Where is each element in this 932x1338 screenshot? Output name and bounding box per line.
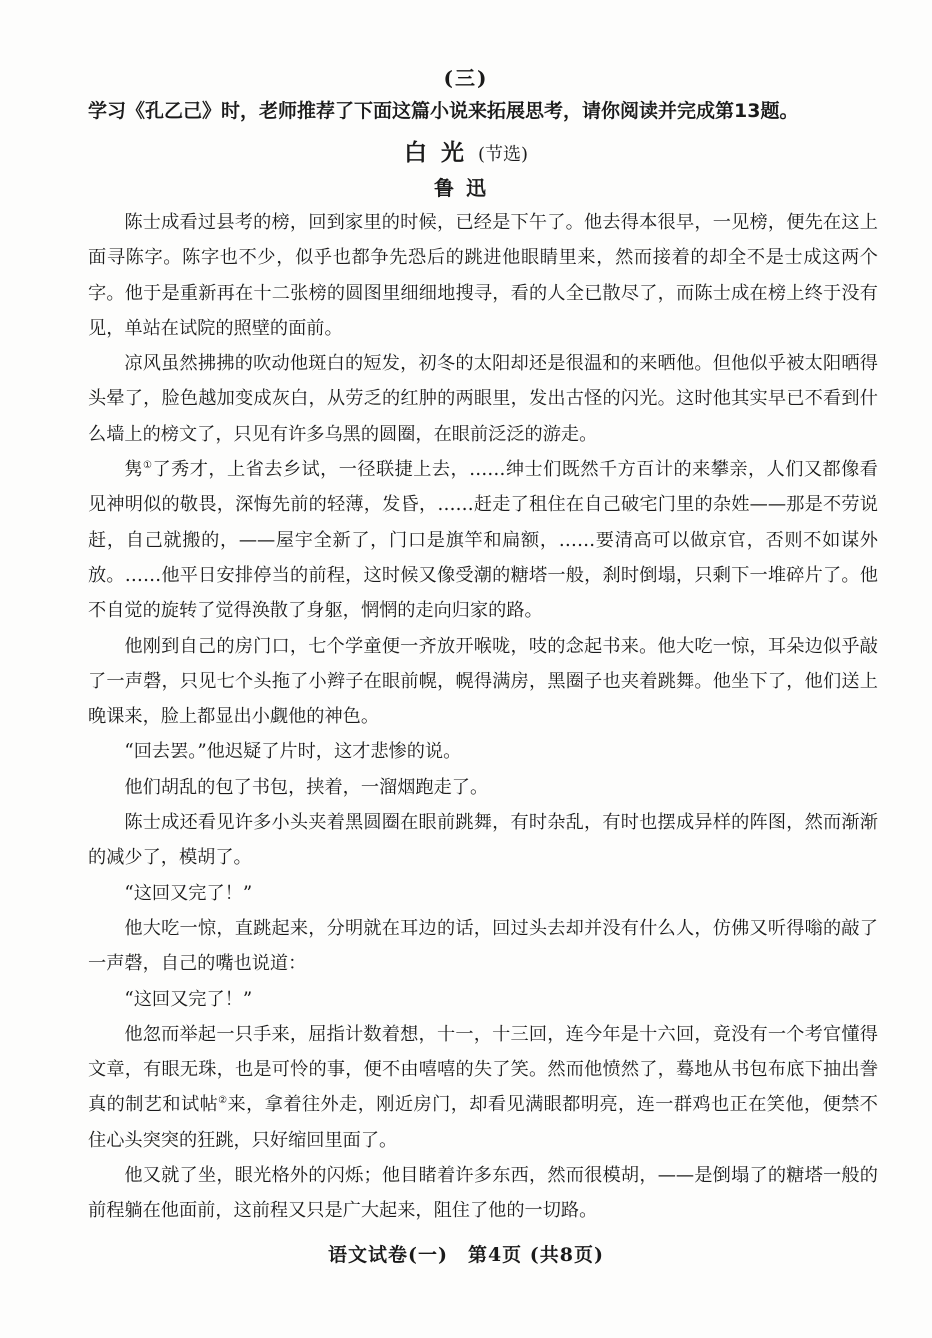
paragraph (88, 1017, 878, 1158)
page-footer: 语文试卷(一) 第4页 (共8页) (327, 1244, 604, 1266)
footnote-marker: ② (218, 1095, 228, 1107)
paragraph: 他们胡乱的包了书包，挟着，一溜烟跑走了。 (124, 776, 489, 798)
paragraph-text: 来，拿着往外走，刚近房门，却看见满眼都明亮，连一群鸡也正在笑他，便禁不住心头突突的狂跳，只好缩回里面了。 (88, 1094, 878, 1151)
article-body (88, 205, 878, 1229)
paragraph (88, 452, 878, 628)
paragraph: 凉风虽然拂拂的吹动他斑白的短发，初冬的太阳却还是很温和的来晒他。但他似乎被太阳晒得头晕了，脸色越加变成灰白，从劳乏的红肿的两眼里，发出古怪的闪光。这时他其实早已不看到什么墙上的榜文了，只见有许多乌黑的圆圈，在眼前泛泛的游走。 (88, 353, 878, 445)
paragraph-text: 了秀才，上省去乡试，一径联捷上去，……绅士们既然千方百计的来攀亲，人们又都像看见神明似的敬畏，深悔先前的轻薄，发昏，……赶走了租住在自己破宅门里的杂姓——那是不劳说赶，自己就搬的，——屋宇全新了，门口是旗竿和扁额，……要清高可以做京官，否则不如谋外放。……他平日安排停当的前程，这时候又像受潮的糖塔一般，刹时倒塌，只剩下一堆碎片了。他不自觉的旋转了觉得涣散了身躯，惘惘的走向归家的路。 (88, 459, 878, 622)
paragraph: “回去罢。”他迟疑了片时，这才悲惨的说。 (124, 741, 462, 763)
paragraph: 他大吃一惊，直跳起来，分明就在耳边的话，回过头去却并没有什么人，仿佛又听得嗡的敲了一声磬，自己的嘴也说道： (88, 917, 878, 975)
article-title-line (0, 134, 932, 167)
article-title-note: (节选) (477, 144, 529, 165)
footnote-marker: ① (143, 460, 153, 472)
paragraph: 陈士成还看见许多小头夹着黑圆圈在眼前跳舞，有时杂乱，有时也摆成异样的阵图，然而渐渐的减少了，模胡了。 (88, 812, 878, 869)
article-author: 鲁迅 (434, 176, 498, 200)
paragraph: 他刚到自己的房门口，七个学童便一齐放开喉咙，吱的念起书来。他大吃一惊，耳朵边似乎敲了一声磬，只见七个头拖了小辫子在眼前幌，幌得满房，黑圈子也夹着跳舞。他坐下了，他们送上晚课来，脸上都显出小觑他的神色。 (88, 635, 878, 728)
paragraph-text: 他忽而举起一只手来，屈指计数着想，十一，十三回，连今年是十六回，竟没有一个考官懂得文章，有眼无珠，也是可怜的事，便不由嘻嘻的失了笑。然而他愤然了，蓦地从书包布底下抽出誊真的制艺和试帖 (88, 1023, 878, 1116)
section-number: (三) (443, 66, 489, 90)
paragraph: “这回又完了！” (124, 988, 253, 1010)
paragraph-text: 隽 (124, 459, 144, 481)
article-title: 白光 (403, 140, 478, 166)
paragraph: 他又就了坐，眼光格外的闪烁；他目睹着许多东西，然而很模胡，——是倒塌了的糖塔一般的前程躺在他面前，这前程又只是广大起来，阻住了他的一切路。 (88, 1165, 878, 1222)
reading-instruction: 学习《孔乙己》时，老师推荐了下面这篇小说来拓展思考，请你阅读并完成第13题。 (88, 100, 799, 122)
paragraph: 陈士成看过县考的榜，回到家里的时候，已经是下午了。他去得本很早，一见榜，便先在这上面寻陈字。陈字也不少，似乎也都争先恐后的跳进他眼睛里来，然而接着的却全不是士成这两个字。他于是重新再在十二张榜的圆图里细细地搜寻，看的人全已散尽了，而陈士成在榜上终于没有见，单站在试院的照壁的面前。 (88, 212, 878, 339)
paragraph: “这回又完了！” (124, 882, 253, 904)
